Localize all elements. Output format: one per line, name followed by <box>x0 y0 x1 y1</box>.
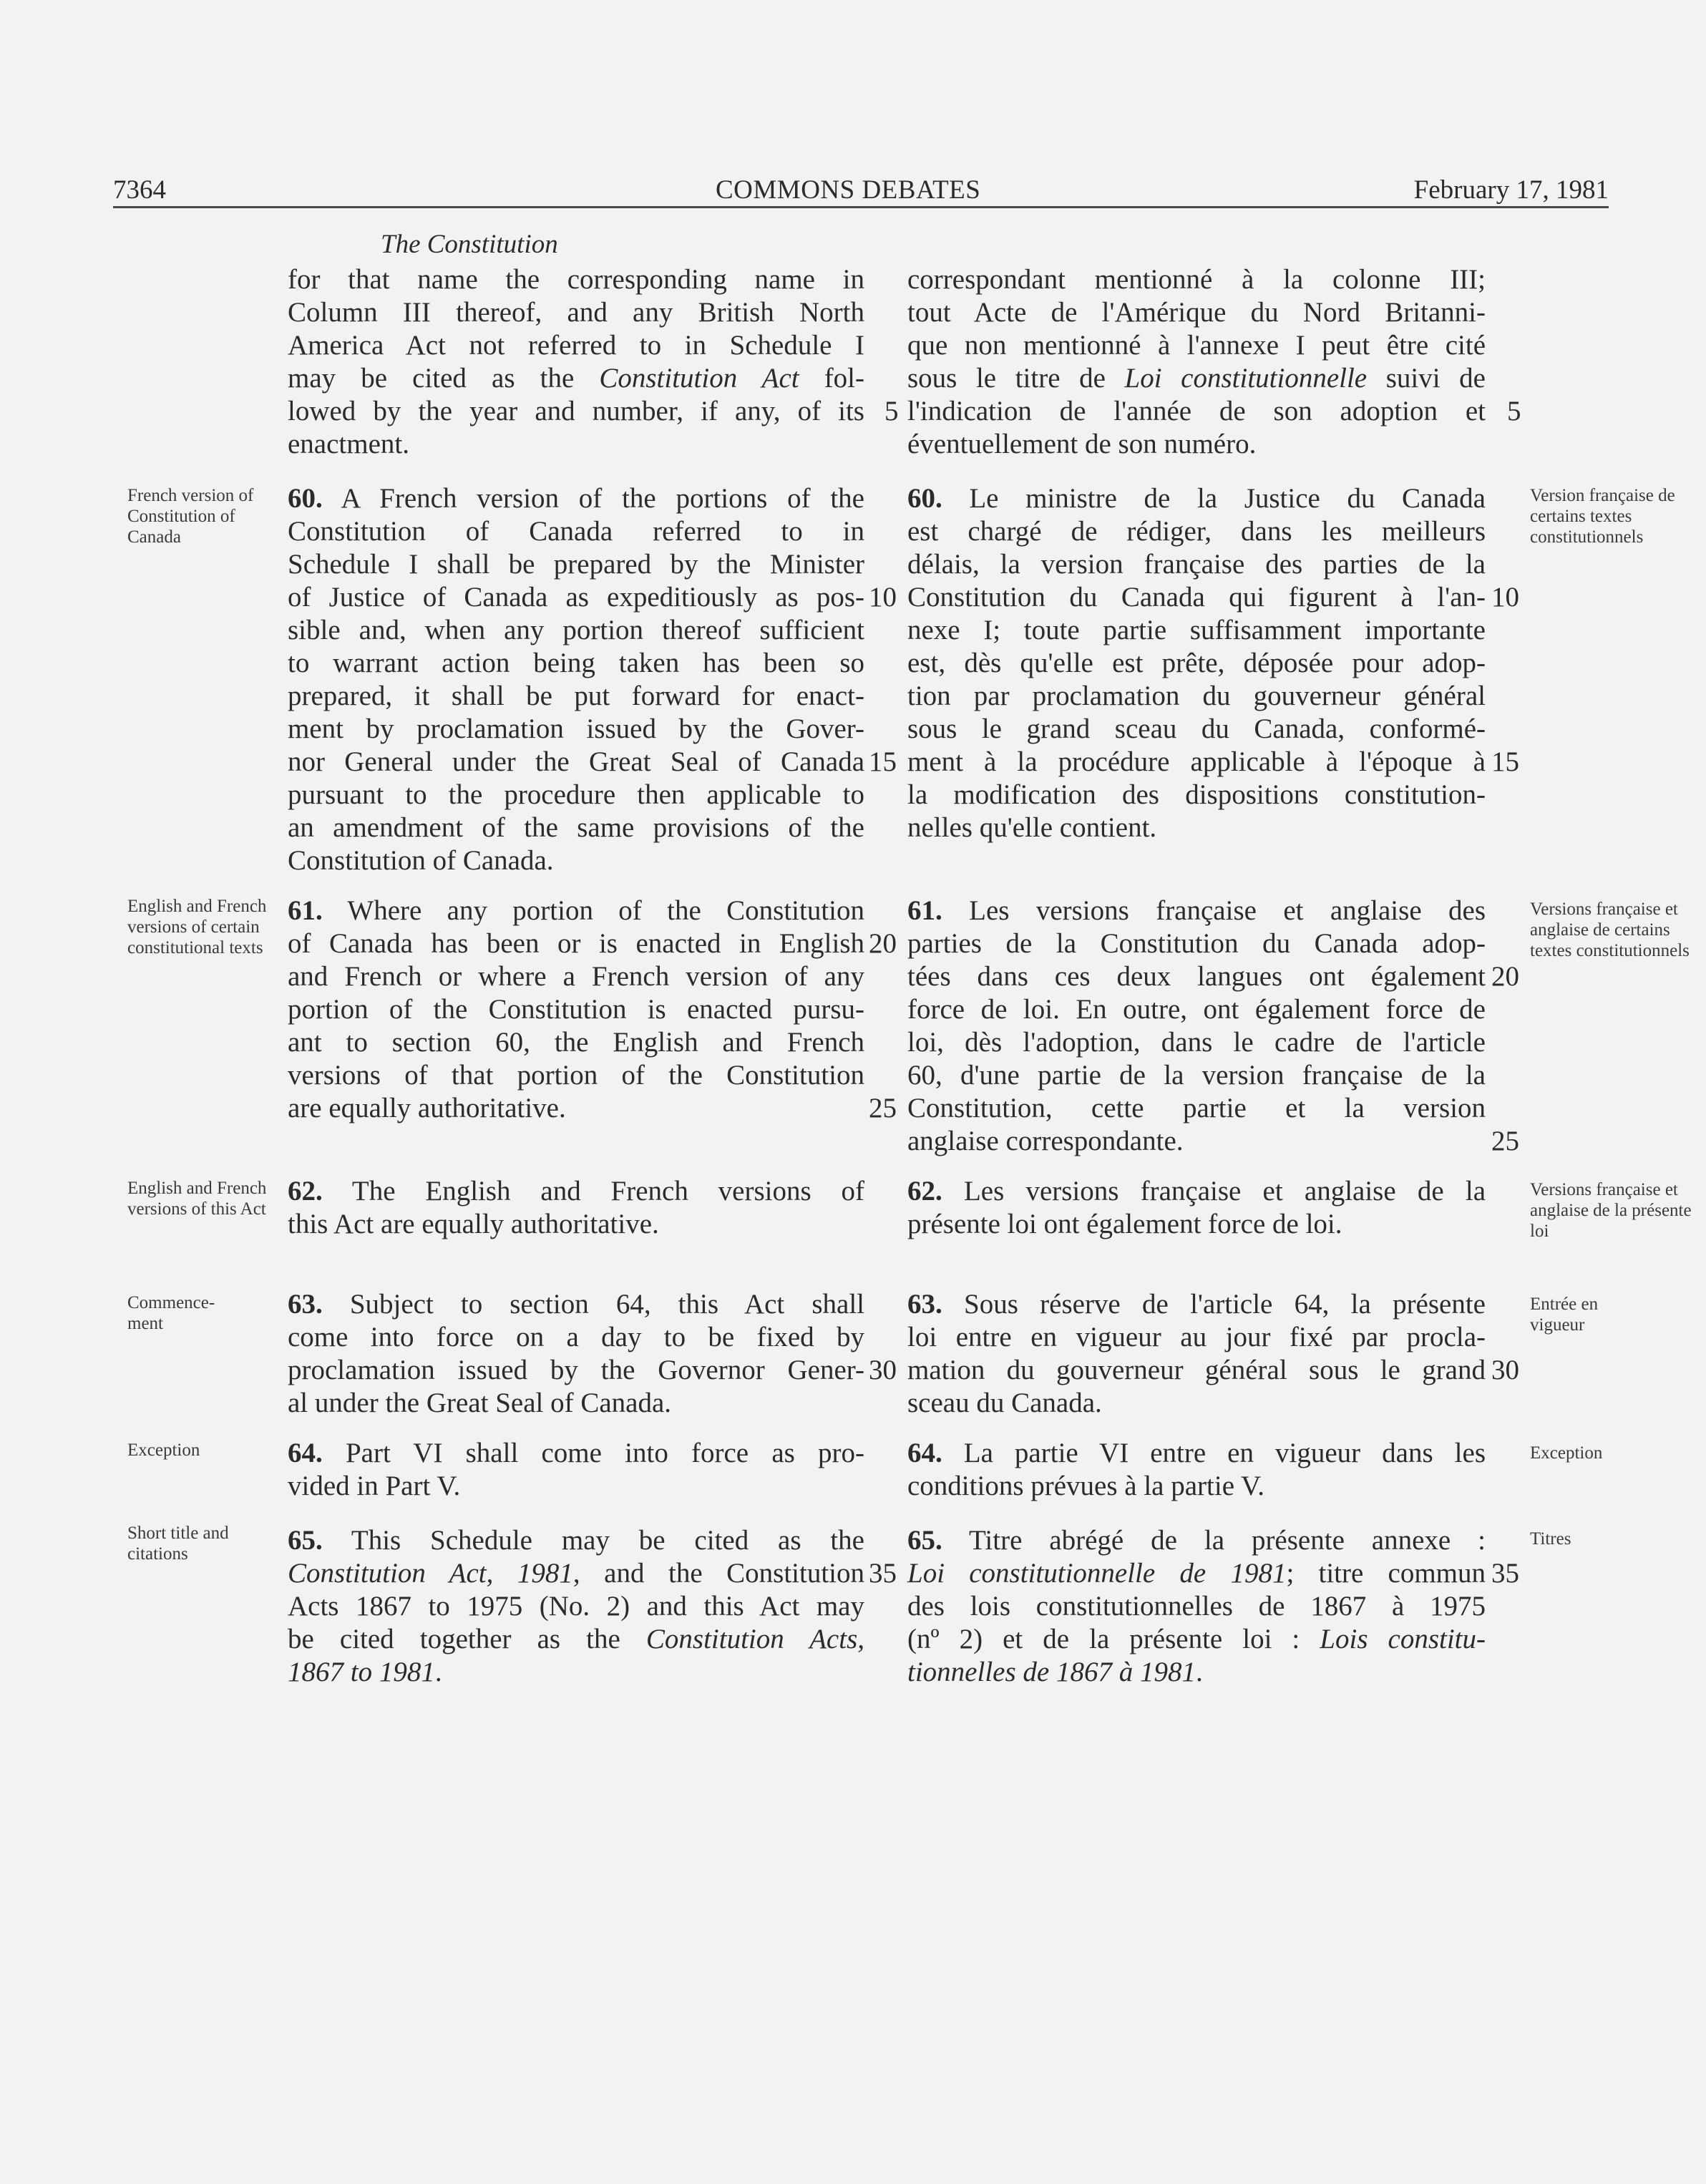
text-line: to warrant action being taken has been so <box>288 648 864 678</box>
text-line: this Act are equally authoritative. <box>288 1209 659 1239</box>
line-number: 10 <box>869 582 897 613</box>
line-number: 15 <box>1491 746 1519 777</box>
text-line: 65. This Schedule may be cited as the <box>288 1525 864 1556</box>
text-line: force de loi. En outre, ont également force de <box>907 994 1486 1025</box>
text-line: of Justice of Canada as expeditiously as pos- <box>288 582 864 613</box>
text-line: al under the Great Seal of Canada. <box>288 1388 672 1418</box>
line-number: 10 <box>1491 582 1519 613</box>
section-number: 62. <box>288 1176 323 1206</box>
text-line: Constitution of Canada. <box>288 845 554 876</box>
text-line: anglaise correspondante. <box>907 1126 1184 1156</box>
line-number: 20 <box>869 928 897 959</box>
text-line: Column III thereof, and any British North <box>288 297 864 328</box>
text-line: loi, dès l'adoption, dans le cadre de l'article <box>907 1027 1486 1058</box>
section-62-fr <box>907 1175 1486 1241</box>
text-line: conditions prévues à la partie V. <box>907 1471 1264 1501</box>
text-line: des lois constitutionnelles de 1867 à 1975 <box>907 1591 1486 1622</box>
text-line: sceau du Canada. <box>907 1388 1102 1418</box>
section-65-en <box>288 1524 864 1689</box>
line-number: 35 <box>1491 1558 1519 1589</box>
section-63-en <box>288 1288 864 1420</box>
section-number: 61. <box>907 895 942 926</box>
text-line: mation du gouverneur général sous le grand <box>907 1355 1486 1385</box>
section-number: 60. <box>907 483 942 514</box>
publication-title: COMMONS DEBATES <box>716 175 981 205</box>
act-title: Lois constitu- <box>1320 1624 1486 1654</box>
text-line: Constitution Act, 1981, and the Constitution <box>288 1558 864 1589</box>
text-line: 61. Les versions française et anglaise des <box>907 895 1486 926</box>
text-line: for that name the corresponding name in <box>288 264 864 295</box>
act-title: Constitution Act <box>599 363 799 394</box>
text-line: la modification des dispositions constitution- <box>907 779 1486 810</box>
section-number: 61. <box>288 895 323 926</box>
text-line: parties de la Constitution du Canada adop- <box>907 928 1486 959</box>
section-number: 65. <box>907 1525 942 1556</box>
text-line: 60. Le ministre de la Justice du Canada <box>907 483 1486 514</box>
text-line: come into force on a day to be fixed by <box>288 1322 864 1352</box>
margin-note-65-en: Short title and citations <box>127 1524 229 1564</box>
section-number: 63. <box>907 1289 942 1320</box>
section-60-en <box>288 482 864 877</box>
margin-note-61-fr: Versions française et anglaise de certains textes constitutionnels <box>1530 900 1690 960</box>
line-number: 25 <box>1491 1126 1519 1156</box>
text-line: 61. Where any portion of the Constitution <box>288 895 864 926</box>
publication-date: February 17, 1981 <box>1413 175 1609 205</box>
text-line: délais, la version française des parties de la <box>907 549 1486 580</box>
section-64-fr <box>907 1437 1486 1503</box>
text-line: ment by proclamation issued by the Gover- <box>288 713 864 744</box>
text-line: 60, d'une partie de la version française de la <box>907 1060 1486 1091</box>
page-number: 7364 <box>113 175 166 205</box>
text-line: 63. Sous réserve de l'article 64, la présente <box>907 1289 1486 1320</box>
header-rule <box>113 206 1609 208</box>
text-line: America Act not referred to in Schedule I <box>288 330 864 361</box>
section-60-fr <box>907 482 1486 844</box>
margin-note-63-fr: Entrée en vigueur <box>1530 1295 1599 1335</box>
section-61-en <box>288 894 864 1125</box>
line-number: 5 <box>1507 396 1521 426</box>
text-line: prepared, it shall be put forward for enact- <box>288 681 864 711</box>
text-line: 1867 to 1981. <box>288 1657 442 1687</box>
text-line: may be cited as the Constitution Act fol- <box>288 363 864 394</box>
text-line: ant to section 60, the English and French <box>288 1027 864 1058</box>
text-line: tées dans ces deux langues ont également <box>907 961 1486 992</box>
text-line: tout Acte de l'Amérique du Nord Britanni- <box>907 297 1486 328</box>
text-line: correspondant mentionné à la colonne III; <box>907 264 1486 295</box>
text-line: tion par proclamation du gouverneur général <box>907 681 1486 711</box>
text-line: lowed by the year and number, if any, of its <box>288 396 864 426</box>
line-number: 35 <box>869 1558 897 1589</box>
text-line: an amendment of the same provisions of the <box>288 812 864 843</box>
line-number: 20 <box>1491 961 1519 992</box>
text-line: est chargé de rédiger, dans les meilleurs <box>907 516 1486 547</box>
text-line: are equally authoritative. <box>288 1093 566 1123</box>
text-line: tionnelles de 1867 à 1981. <box>907 1657 1203 1687</box>
text-line: and French or where a French version of any <box>288 961 864 992</box>
text-line: sible and, when any portion thereof sufficient <box>288 615 864 645</box>
text-line: 63. Subject to section 64, this Act shall <box>288 1289 864 1320</box>
text-line: loi entre en vigueur au jour fixé par procla- <box>907 1322 1486 1352</box>
text-line: nor General under the Great Seal of Canada <box>288 746 864 777</box>
text-line: Constitution, cette partie et la version <box>907 1093 1486 1123</box>
text-line: éventuellement de son numéro. <box>907 429 1257 459</box>
section-61-fr <box>907 894 1486 1158</box>
section-number: 62. <box>907 1176 942 1206</box>
line-number: 15 <box>869 746 897 777</box>
text-line: nelles qu'elle contient. <box>907 812 1157 843</box>
text-line: Acts 1867 to 1975 (No. 2) and this Act may <box>288 1591 864 1622</box>
act-title: Loi constitutionnelle <box>1124 363 1368 394</box>
margin-note-64-fr: Exception <box>1530 1443 1603 1463</box>
intro-en <box>288 263 864 461</box>
text-line: Loi constitutionnelle de 1981; titre commun <box>907 1558 1486 1589</box>
text-line: versions of that portion of the Constitution <box>288 1060 864 1091</box>
text-line: 64. La partie VI entre en vigueur dans les <box>907 1438 1486 1468</box>
act-title: tionnelles de 1867 à 1981 <box>907 1657 1196 1687</box>
margin-note-64-en: Exception <box>127 1440 200 1460</box>
line-number: 30 <box>1491 1355 1519 1385</box>
margin-note-61-en: English and French versions of certain constitutional texts <box>127 897 267 957</box>
section-number: 65. <box>288 1525 323 1556</box>
line-number: 5 <box>884 396 899 426</box>
text-line: 60. A French version of the portions of the <box>288 483 864 514</box>
section-64-en <box>288 1437 864 1503</box>
margin-note-60-fr: Version française de certains textes constitutionnels <box>1530 486 1675 547</box>
margin-note-62-en: English and French versions of this Act <box>127 1179 267 1219</box>
text-line: sous le grand sceau du Canada, conformé- <box>907 713 1486 744</box>
act-title: Loi constitutionnelle de 1981 <box>907 1558 1287 1589</box>
text-line: Schedule I shall be prepared by the Minister <box>288 549 864 580</box>
margin-note-62-fr: Versions française et anglaise de la présente loi <box>1530 1180 1692 1241</box>
text-line: 62. Les versions française et anglaise de la <box>907 1176 1486 1206</box>
text-line: 64. Part VI shall come into force as pro- <box>288 1438 864 1468</box>
text-line: ment à la procédure applicable à l'époque à <box>907 746 1486 777</box>
section-62-en <box>288 1175 864 1241</box>
text-line: Constitution of Canada referred to in <box>288 516 864 547</box>
text-line: présente loi ont également force de loi. <box>907 1209 1342 1239</box>
section-63-fr <box>907 1288 1486 1420</box>
margin-note-63-en: Commence- ment <box>127 1293 215 1333</box>
text-line: (nº 2) et de la présente loi : Lois constitu- <box>907 1624 1486 1654</box>
text-line: Constitution du Canada qui figurent à l'an- <box>907 582 1486 613</box>
text-line: 62. The English and French versions of <box>288 1176 864 1206</box>
text-line: est, dès qu'elle est prête, déposée pour adop- <box>907 648 1486 678</box>
text-line: l'indication de l'année de son adoption et <box>907 396 1486 426</box>
text-line: be cited together as the Constitution Acts, <box>288 1624 865 1654</box>
line-number: 30 <box>869 1355 897 1385</box>
line-number: 25 <box>869 1093 897 1123</box>
section-number: 64. <box>907 1438 942 1468</box>
text-line: enactment. <box>288 429 409 459</box>
section-65-fr <box>907 1524 1486 1689</box>
act-title: Constitution Act, 1981 <box>288 1558 573 1589</box>
margin-note-60-en: French version of Constitution of Canada <box>127 486 254 547</box>
act-title: 1867 to 1981 <box>288 1657 435 1687</box>
section-number: 60. <box>288 483 323 514</box>
text-line: portion of the Constitution is enacted pursu- <box>288 994 864 1025</box>
text-line: proclamation issued by the Governor Gener- <box>288 1355 864 1385</box>
text-line: sous le titre de Loi constitutionnelle suivi de <box>907 363 1486 394</box>
text-line: vided in Part V. <box>288 1471 461 1501</box>
intro-fr <box>907 263 1486 461</box>
text-line: of Canada has been or is enacted in English <box>288 928 864 959</box>
text-line: pursuant to the procedure then applicable to <box>288 779 864 810</box>
text-line: 65. Titre abrégé de la présente annexe : <box>907 1525 1486 1556</box>
section-number: 63. <box>288 1289 323 1320</box>
running-subtitle: The Constitution <box>381 230 558 259</box>
text-line: nexe I; toute partie suffisamment importante <box>907 615 1486 645</box>
margin-note-65-fr: Titres <box>1530 1529 1571 1549</box>
section-number: 64. <box>288 1438 323 1468</box>
act-title: Constitution Acts, <box>645 1624 865 1654</box>
text-line: que non mentionné à l'annexe I peut être cité <box>907 330 1486 361</box>
